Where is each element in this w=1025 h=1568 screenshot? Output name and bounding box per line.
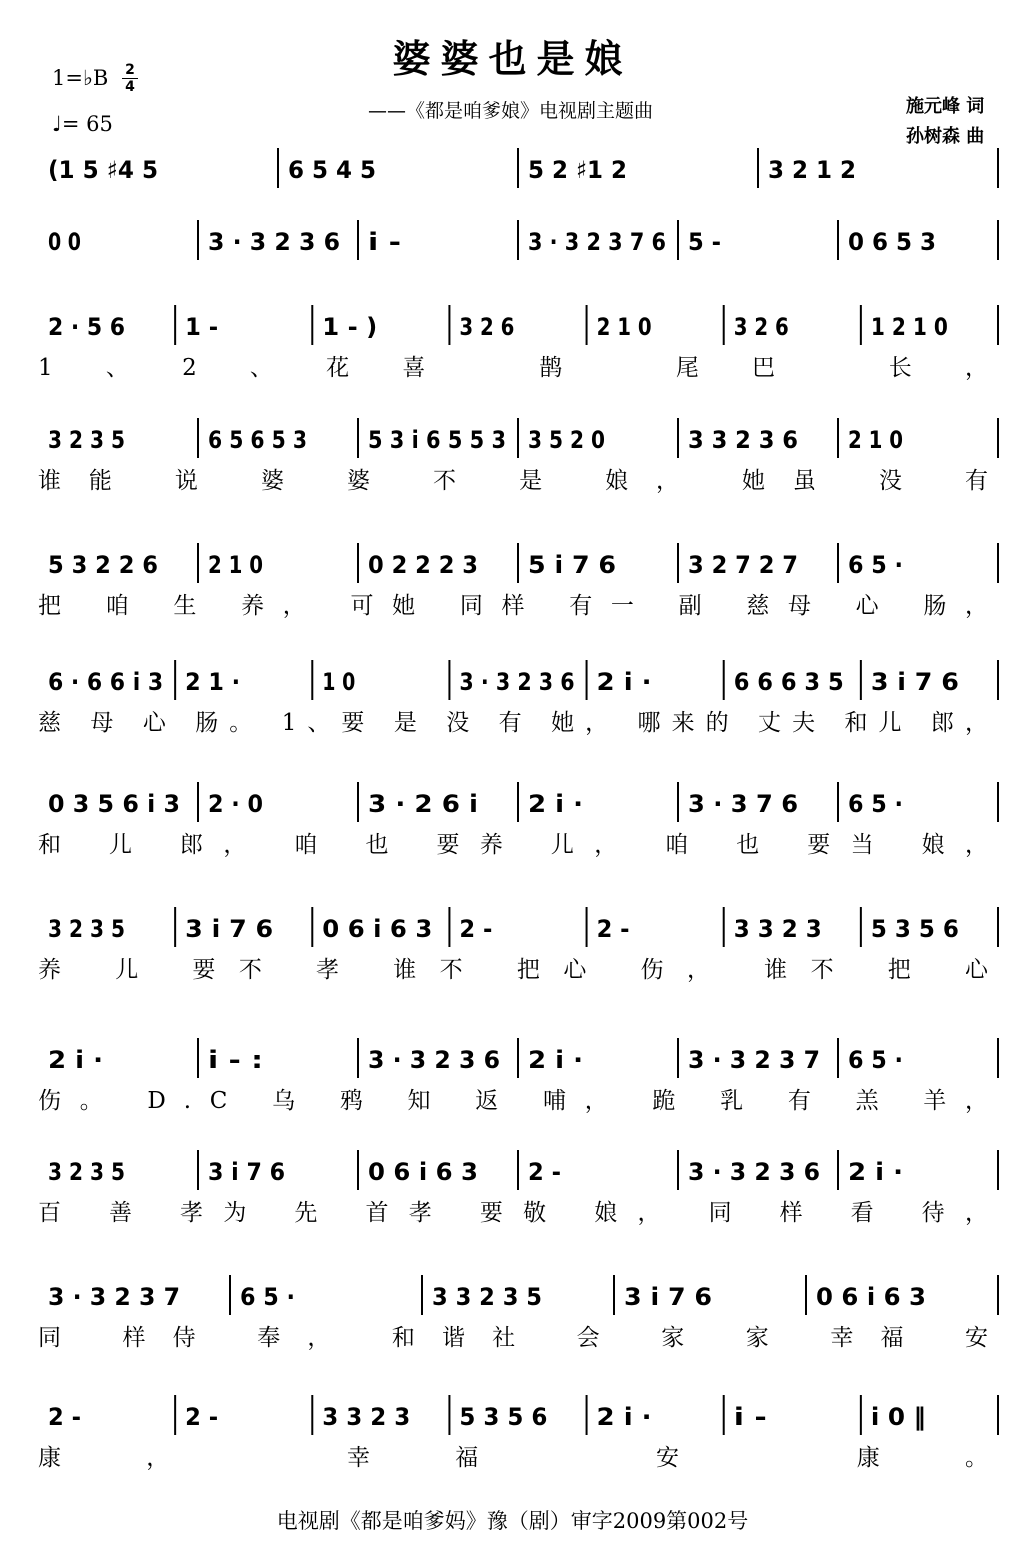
approval-footer: 电视剧《都是咱爹妈》豫（剧）审字2009第002号: [276, 1509, 749, 1533]
measure-notes: 3 i 7 6: [624, 1283, 712, 1311]
measure-notes: 5 i 7 6: [528, 551, 616, 579]
measure-notes: 2 -: [48, 1403, 81, 1431]
measure-notes: 6 5 ·: [848, 551, 903, 579]
score-system: [38, 305, 998, 381]
key-signature: 1=♭B: [52, 66, 109, 90]
score-system: [38, 1275, 998, 1351]
measure-notes: 0 3 5 6 i 3: [48, 790, 180, 818]
score-system: [38, 782, 998, 858]
score-system: [38, 1038, 998, 1114]
measure-notes: 2 -: [459, 915, 493, 943]
measure-notes: 2 -: [185, 1403, 219, 1431]
measure-notes: 5 3 5 6: [459, 1403, 548, 1431]
lyrics-line: 和 儿 郎， 咱 也 要养 儿， 咱 也 要当 娘，: [38, 832, 989, 858]
lyrics-line: 谁能 说 婆 婆 不 是 娘， 她虽 没 有: [38, 468, 988, 494]
measure-notes: 3 · 2 6 i: [368, 790, 478, 818]
measure-notes: 3 2 1 2: [768, 156, 856, 184]
measure-notes: 1 0: [322, 668, 356, 696]
score-system: [48, 220, 998, 260]
measure-notes: 3 2 3 5: [48, 915, 125, 943]
measure-notes: 6 6 6 3 5: [733, 668, 844, 696]
measure-notes: 6 5 6 5 3: [208, 426, 307, 454]
measure-notes: 0 6 5 3: [848, 228, 936, 256]
measure-notes: 2 -: [596, 915, 630, 943]
measure-notes: 5 3 i 6 5 5 3: [368, 426, 506, 454]
score-system: [38, 907, 998, 983]
measure-notes: 5 3 5 6: [870, 915, 959, 943]
lyrics-line: 慈 母 心 肠。 1、要 是 没 有 她， 哪来的 丈夫 和儿 郎，: [38, 710, 988, 736]
measure-notes: 5 3 2 2 6: [48, 551, 158, 579]
measure-notes: 2 1 ·: [185, 668, 241, 696]
time-signature-top: 2: [125, 62, 135, 78]
lyrics-line: 养 儿 要不 孝 谁不 把心 伤， 谁不 把 心: [38, 957, 988, 983]
measure-notes: 3 · 3 2 3 6: [688, 1158, 820, 1186]
measure-notes: 3 i 7 6: [185, 915, 274, 943]
song-title: 婆婆也是娘: [392, 36, 633, 81]
score-system: [38, 660, 998, 736]
measure-notes: 1 - ): [322, 313, 378, 341]
lyrics-line: 把 咱 生 养， 可她 同样 有一 副 慈母 心 肠，: [38, 593, 988, 619]
measure-notes: 0 6 i 6 3: [322, 915, 433, 943]
tempo-marking: ♩= 65: [52, 112, 113, 136]
song-subtitle: ——《都是咱爹娘》电视剧主题曲: [368, 100, 654, 122]
measure-notes: 0 2 2 2 3: [368, 551, 478, 579]
measure-notes: 0 0: [48, 228, 81, 256]
measure-notes: 3 3 2 3 5: [432, 1283, 542, 1311]
measure-notes: 3 · 3 2 3 7: [688, 1046, 820, 1074]
measure-notes: 3 2 3 5: [48, 1158, 125, 1186]
score-system: [48, 148, 998, 188]
measure-notes: 3 · 3 2 3 7 6: [528, 228, 666, 256]
measure-notes: 3 · 3 2 3 6: [368, 1046, 500, 1074]
measure-notes: i 0 ‖: [870, 1403, 926, 1431]
measure-notes: 2 · 0: [208, 790, 263, 818]
measure-notes: 1 -: [185, 313, 219, 341]
measure-notes: 2 1 0: [208, 551, 263, 579]
lyricist-credit: 施元峰 词: [906, 96, 985, 117]
lyrics-line: 康， 幸福 安 康。: [38, 1445, 988, 1471]
measure-notes: 3 2 7 2 7: [688, 551, 798, 579]
measure-notes: 5 -: [688, 228, 721, 256]
measure-notes: 3 · 3 2 3 7: [48, 1283, 180, 1311]
score-system: [38, 418, 998, 494]
measure-notes: 3 5 2 0: [528, 426, 605, 454]
measure-notes: i -: [733, 1403, 767, 1431]
measure-notes: i - :: [208, 1046, 263, 1074]
measure-notes: 2 i ·: [528, 790, 583, 818]
measure-notes: 6 5 ·: [240, 1283, 295, 1311]
measure-notes: 3 2 6: [459, 313, 515, 341]
measure-notes: 2 -: [528, 1158, 561, 1186]
measure-notes: 3 i 7 6: [870, 668, 959, 696]
measure-notes: i -: [368, 228, 401, 256]
lyrics-line: 1、2、花喜 鹊 尾巴 长，: [38, 355, 988, 381]
composer-credit: 孙树森 曲: [906, 126, 985, 147]
measure-notes: 2 i ·: [848, 1158, 903, 1186]
measure-notes: 2 i ·: [48, 1046, 103, 1074]
score-system: [38, 543, 998, 619]
measure-notes: 6 5 ·: [848, 1046, 903, 1074]
score-system: [38, 1395, 998, 1471]
measure-notes: 0 6 i 6 3: [368, 1158, 478, 1186]
measure-notes: 2 1 0: [848, 426, 903, 454]
measure-notes: 3 3 2 3: [733, 915, 822, 943]
measure-notes: 3 3 2 3 6: [688, 426, 798, 454]
measure-notes: 2 i ·: [528, 1046, 583, 1074]
measure-notes: 1 2 1 0: [870, 313, 948, 341]
measure-notes: 3 3 2 3: [322, 1403, 411, 1431]
measure-notes: (1 5 ♯4 5: [48, 156, 158, 184]
measure-notes: 3 · 3 2 3 6: [459, 668, 575, 696]
measure-notes: 3 i 7 6: [208, 1158, 285, 1186]
measure-notes: 3 2 6: [733, 313, 789, 341]
lyrics-line: 伤。 D.C 乌 鸦 知 返 哺， 跪 乳 有 羔 羊，: [38, 1088, 988, 1114]
score-system: [38, 1150, 998, 1226]
measure-notes: 6 · 6 6 i 3: [48, 668, 164, 696]
measure-notes: 6 5 4 5: [288, 156, 376, 184]
measure-notes: 2 i ·: [596, 1403, 652, 1431]
time-signature-bottom: 4: [125, 79, 135, 95]
measure-notes: 6 5 ·: [848, 790, 903, 818]
lyrics-line: 百 善 孝为 先 首孝 要敬 娘， 同 样 看 待，: [38, 1200, 989, 1226]
measure-notes: 2 1 0: [596, 313, 652, 341]
measure-notes: 5 2 ♯1 2: [528, 156, 627, 184]
measure-notes: 2 · 5 6: [48, 313, 125, 341]
lyrics-line: 同 样侍 奉， 和谐社 会 家 家 幸福 安: [38, 1325, 988, 1351]
measure-notes: 2 i ·: [596, 668, 652, 696]
measure-notes: 3 · 3 7 6: [688, 790, 798, 818]
measure-notes: 3 · 3 2 3 6: [208, 228, 340, 256]
measure-notes: 0 6 i 6 3: [816, 1283, 926, 1311]
measure-notes: 3 2 3 5: [48, 426, 125, 454]
